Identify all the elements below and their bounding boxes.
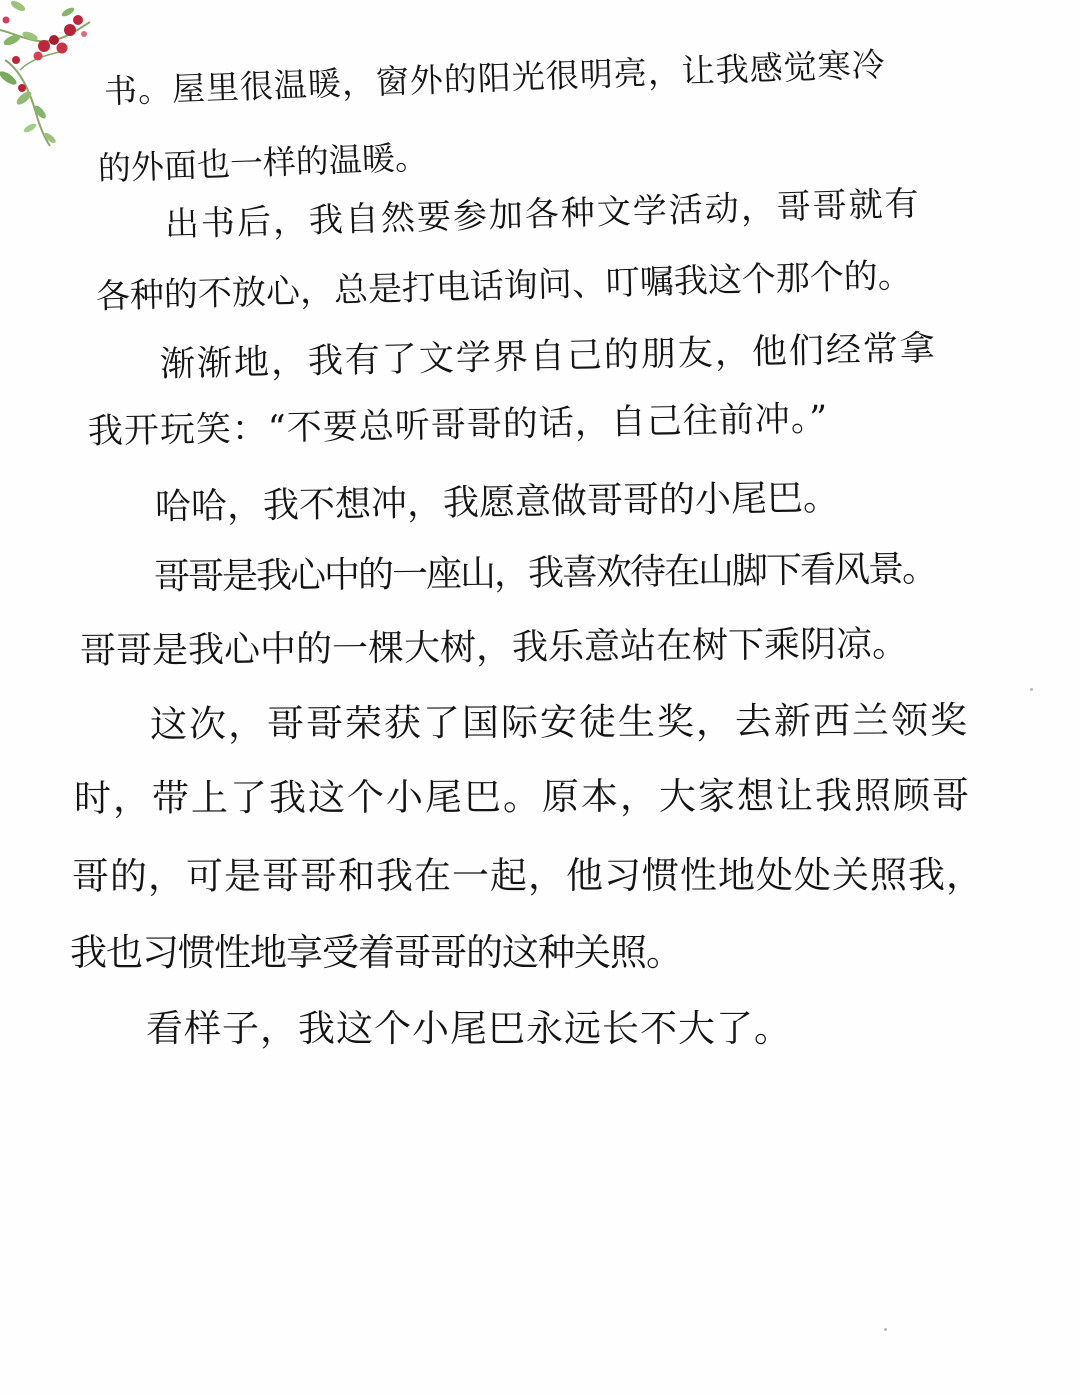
paragraph-line-12: 哥的，可是哥哥和我在一起，他习惯性地处处关照我， [71,853,985,898]
paragraph-line-4: 各种的不放心，总是打电话询问、叮嘱我这个那个的。 [95,255,913,317]
paper-speck [1030,688,1033,691]
paragraph-line-1: 书。屋里很温暖，窗外的阳光很明亮，让我感觉寒冷 [103,44,887,111]
floral-branch-ornament-icon [0,0,110,150]
paragraph-line-11: 时，带上了我这个小尾巴。原本，大家想让我照顾哥 [73,773,972,820]
paragraph-line-8: 哥哥是我心中的一座山，我喜欢待在山脚下看风景。 [153,548,937,598]
paragraph-line-5: 渐渐地，我有了文学界自己的朋友，他们经常拿 [159,328,938,385]
paragraph-line-14: 看样子，我这个小尾巴永远长不大了。 [146,1007,792,1050]
paragraph-line-3: 出书后，我自然要参加各种文学活动，哥哥就有 [164,183,922,245]
paragraph-line-6: 我开玩笑：“不要总听哥哥的话，自己往前冲。” [87,399,829,452]
paragraph-line-10: 这次，哥哥荣获了国际安徒生奖，去新西兰领奖 [149,698,970,746]
paper-speck [884,1328,887,1331]
paragraph-line-13: 我也习惯性地享受着哥哥的这种关照。 [70,931,682,974]
paragraph-line-7: 哈哈，我不想冲，我愿意做哥哥的小尾巴。 [154,477,840,528]
paragraph-line-2: 的外面也一样的温暖。 [97,137,429,188]
paragraph-line-9: 哥哥是我心中的一棵大树，我乐意站在树下乘阴凉。 [79,623,909,672]
